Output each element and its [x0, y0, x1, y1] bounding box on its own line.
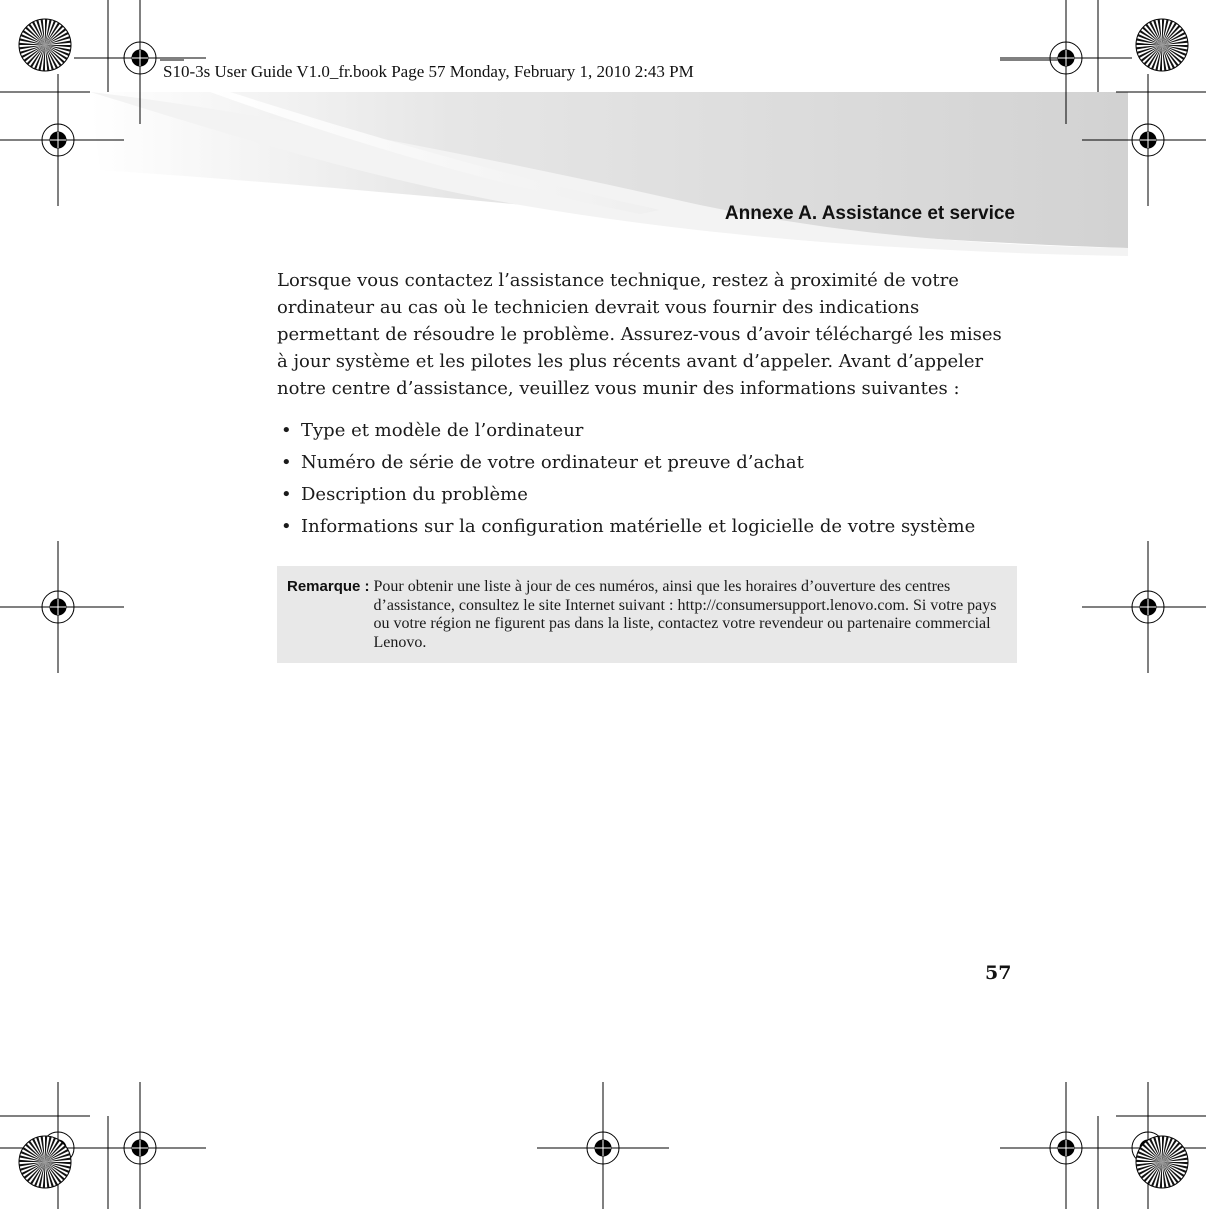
registration-target-icon: [1000, 1082, 1132, 1209]
list-item: [277, 450, 1017, 476]
bullet-icon: •: [281, 452, 292, 473]
starburst-icon: [1136, 19, 1188, 71]
bullet-icon: •: [281, 516, 292, 537]
list-item-text: Numéro de série de votre ordinateur et preuve d’achat: [301, 452, 804, 473]
header-swoosh: [90, 92, 1128, 256]
starburst-icon: [19, 19, 71, 71]
slug-line: S10-3s User Guide V1.0_fr.book Page 57 Monday, February 1, 2010 2:43 PM: [163, 62, 694, 81]
bullet-icon: •: [281, 484, 292, 505]
list-item-text: Type et modèle de l’ordinateur: [301, 420, 584, 441]
note-text: Pour obtenir une liste à jour de ces numéros, ainsi que les horaires d’ouverture des centres d’assistance, consultez le site Internet suivant : http://consumersupport.lenovo.com. Si votre pays ou votre région ne figurent pas dans la liste, contactez votre revendeur ou partenaire commercial Lenovo.: [373, 578, 997, 651]
list-item-text: Informations sur la configuration matérielle et logicielle de votre système: [301, 516, 976, 537]
main-content: [277, 267, 1017, 663]
registration-target-icon: [1082, 541, 1206, 673]
page-number: 57: [985, 962, 1012, 984]
note-box: [277, 566, 1017, 663]
chapter-title: Annexe A. Assistance et service: [724, 203, 1015, 224]
registration-target-icon: [0, 541, 124, 673]
starburst-icon: [1136, 1136, 1188, 1188]
bullet-icon: •: [281, 420, 292, 441]
note-label: Remarque :: [287, 578, 370, 595]
list-item: [277, 514, 1017, 540]
list-item: [277, 418, 1017, 444]
registration-target-icon: [537, 1082, 669, 1209]
starburst-icon: [19, 1136, 71, 1188]
intro-paragraph: Lorsque vous contactez l’assistance technique, restez à proximité de votre ordinateur au cas où le technicien devrait vous fournir des indications permettant de résoudre le problème. Assurez-vous d’avoir téléchargé les mises à jour système et les pilotes les plus récents avant d’appeler. Avant d’appeler notre centre d’assistance, veuillez vous munir des informations suivantes :: [277, 270, 1002, 399]
list-item: [277, 482, 1017, 508]
list-item-text: Description du problème: [301, 484, 528, 505]
registration-target-icon: [74, 1082, 206, 1209]
requirements-list: [277, 418, 1017, 540]
